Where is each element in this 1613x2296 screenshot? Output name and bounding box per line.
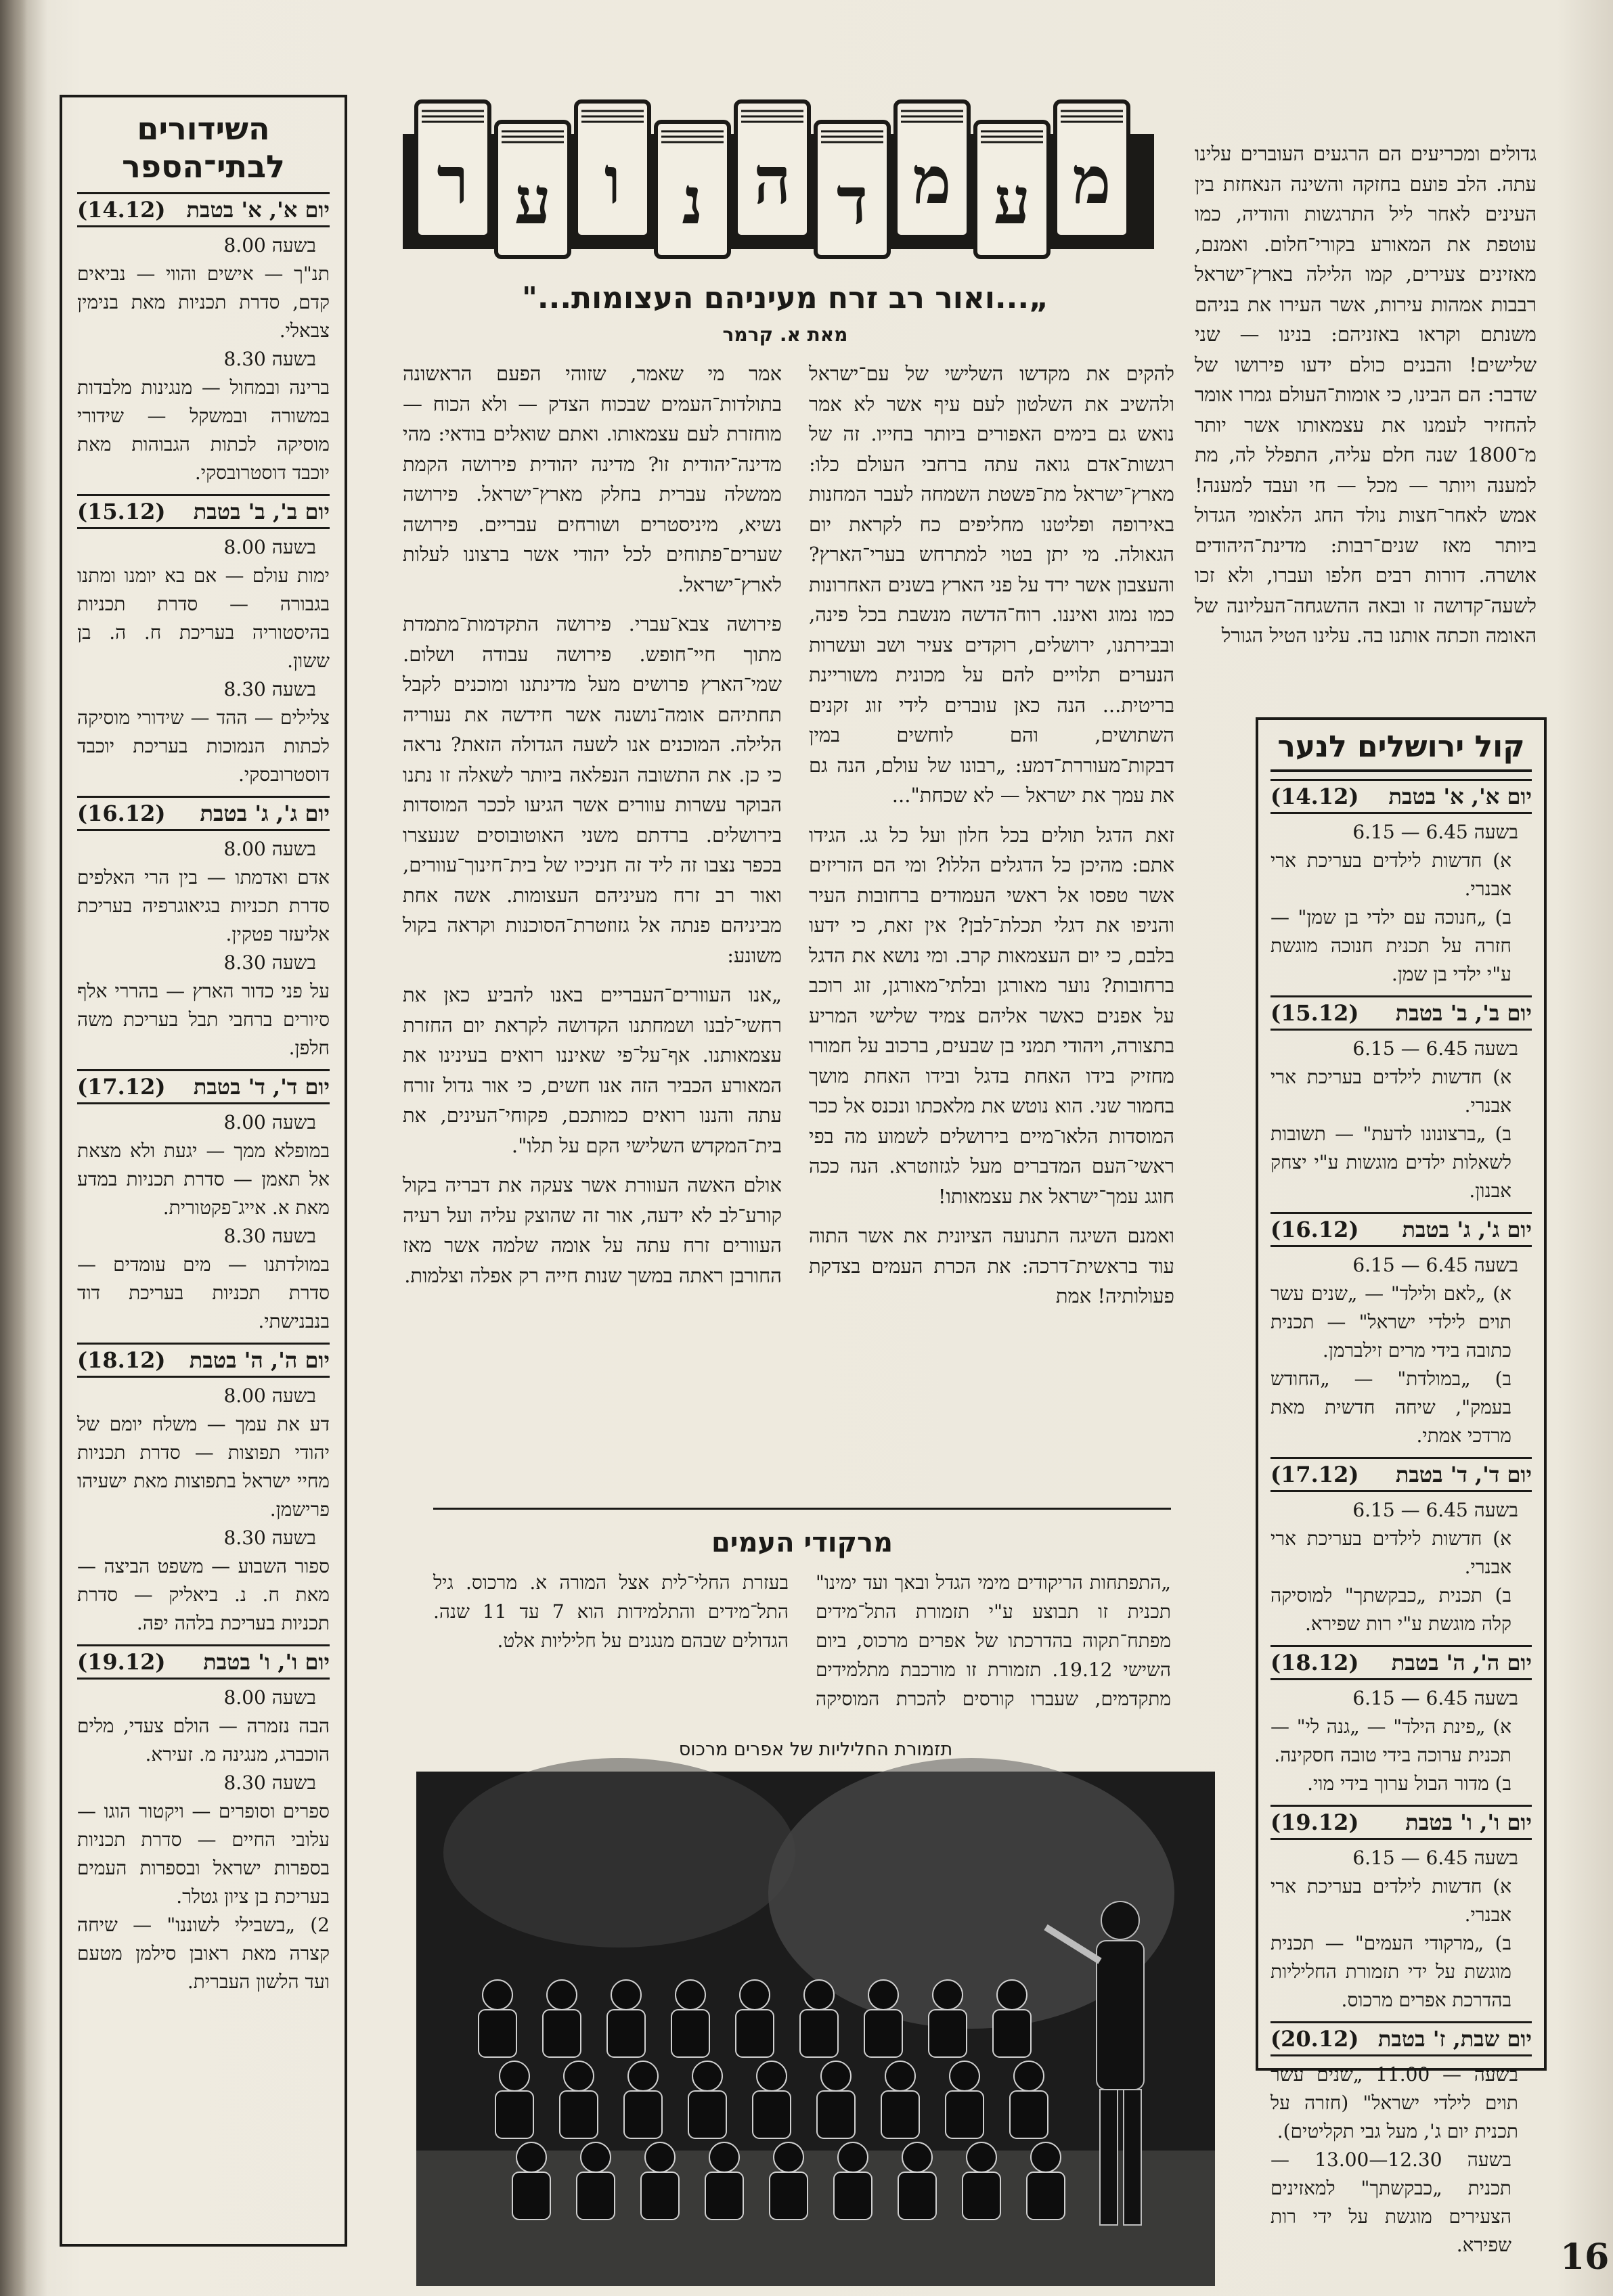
broadcast-item: א) חדשות לילדים בעריכת ארי אבנרי. (1270, 1875, 1511, 1926)
dance-text: „התפתחות הריקודים מימי הגדל ובאך ועד ימינו" תכנית זו תבוצע ע"י תזמורת התל־מידים מפתח־תקוה בהדרכתו של אפרים מרכוס, ביום השישי 19.12. תזמורת זו מורכבת מתלמידים מתקדמים, שעברו קורסים להכרת המוסיקה בעזרת החלי־לית אצל המורה א. מרכוס. גיל התל־מידים והתלמידות הוא 7 עד 11 שנה. הגדולים שבהם מנגנים על חליליות אלט. (433, 1571, 1171, 1710)
banner-book-block (576, 102, 649, 237)
youth-day-heading (1270, 1805, 1532, 1840)
broadcast-hour: בשעה 8.00 (223, 838, 316, 860)
child-figure (736, 2010, 774, 2057)
broadcast-hour: בשעה 8.30 (223, 1527, 316, 1549)
banner-book-block (416, 102, 489, 237)
day-date: (20.12) (1270, 2026, 1359, 2052)
broadcast-hour: בשעה 8.30 (223, 678, 316, 700)
broadcast-hour: בשעה 8.00 (223, 1111, 316, 1133)
child-figure (821, 2061, 851, 2091)
banner-letter: ר (437, 142, 469, 219)
child-figure (774, 2142, 803, 2172)
banner-books (416, 102, 1128, 257)
day-date: (14.12) (77, 197, 166, 223)
banner-book-block (975, 122, 1048, 257)
broadcast-hour: בשעה 6.45 — 6.15 (1352, 1847, 1518, 1869)
broadcast-hour: בשעה 6.45 — 6.15 (1352, 1499, 1518, 1521)
child-figure (512, 2172, 550, 2220)
child-figure (902, 2142, 932, 2172)
child-figure (950, 2061, 979, 2091)
child-figure (560, 2091, 598, 2138)
youth-day-heading (1270, 1457, 1532, 1492)
article-byline: מאת א. קרמר (722, 323, 848, 346)
column-banner (403, 95, 1154, 271)
broadcast-hour: בשעה 6.45 — 6.15 (1352, 1254, 1518, 1276)
child-figure (1031, 2142, 1061, 2172)
child-figure (607, 2010, 645, 2057)
youth-box-title: קול ירושלים לנער (1270, 729, 1532, 772)
child-figure (709, 2142, 739, 2172)
article-title: „...ואור רב זרח מעיניהם העצומות..." (521, 281, 1048, 315)
child-figure (688, 2091, 726, 2138)
dance-section (433, 1508, 1171, 1737)
child-figure (800, 2010, 838, 2057)
day-label: יום ד', ד' בטבת (193, 1074, 330, 1100)
day-label: יום ב', ב' בטבת (193, 499, 330, 524)
child-figure (804, 1980, 834, 2010)
day-label: יום שבת, ז' בטבת (1377, 2026, 1532, 2052)
binding-edge (0, 0, 27, 2296)
broadcast-hour: בשעה 8.30 (223, 1772, 316, 1794)
day-date: (17.12) (1270, 1462, 1359, 1487)
article-paragraph: פירושה צבא־עברי. פירושה התקדמות־מתמדת מתוך חיי־חופש. פירושה עבודה ושלום. שמי־הארץ פרושים מעל מדינתנו ומוכנים לקבל תחתיהם אומה־נושנה אשר חידשה את נעוריה הלילה. המוכנים אנו לשעה הגדולה הזאת? נראה כי כן. את התשובה הנפלאה ביותר לשאלה זו נתנו הבוקר עשרות עוורים אשר הגיעו לככר המוסדות בירושלים. ברדתם משני האוטובוסים שנעצרו בכפר נצבו זה ליד זה חניכיו של בית־חינוך־עוורים, ואור רב זרח מעיניהם העצומות. אשה אחת מביניהם פנתה אל גזוזטרת־הסוכנות וקראה בקול משונע: (403, 612, 782, 967)
broadcast-description: דע את עמך — משלח יומם של יהודי תפוצות — סדרת תכניות מחיי ישראל בתפוצות מאת ישעיהו פרישמן. (77, 1413, 330, 1521)
broadcast-description: על פני כדור הארץ — בהררי אלף סיורים ברחבי תבל בעריכת משה חלפן. (77, 980, 330, 1059)
article-paragraph: להקים את מקדשו השלישי של עם־ישראל ולהשיב את השלטון לעם עיף אשר לא אמר נואש גם בימים האפורים ביותר בחייו. זה של רגשות־אדם גואה עתה ברחבי העולם כלו: מארץ־ישראל מת־פשטת השמחה לעבר המחנות באירופה ופליטנו מחליפים כח לקראת יום הגאולה. מי יתן בטוי למתרחש בערי־הארץ? והעצבון אשר ירד על פני הארץ בשנים האחרונות כמו נמוג ואיננו. רוח־הדשה מנשבת בכל פינה, ובבירתנו, ירושלים, רוקדים צעיר ושב ועשרות הנערים תלויים להם על מכונית משוריינת בריטית... הנה כאן עוברים לידי זוג זקנים השתושים, והם לוחשים במין דבקות־מעוררת־דמע: „רבונו של עולם, הנה גם את עמך את ישראל — לא שכחת"... (809, 362, 1174, 807)
photo-caption: תזמורת החליליות של אפרים מרכוס (678, 1739, 953, 1760)
child-figure (864, 2010, 902, 2057)
broadcast-hour: בשעה 6.45 — 6.15 (1352, 821, 1518, 843)
child-figure (946, 2091, 984, 2138)
child-figure (885, 2061, 915, 2091)
youth-radio-box (1256, 717, 1547, 2256)
child-figure (624, 2091, 662, 2138)
broadcast-item: ב) מדור הבול ערוך בידי מוי. (1307, 1772, 1511, 1795)
banner-book-block (896, 102, 969, 237)
child-figure (834, 2172, 872, 2220)
article-paragraph: אמר מי שאמר, שזוהי הפעם הראשונה בתולדות־העמים שבכוח הצדק — ולא הכוח — מוחזרת לעם עצמאותו. ואתם שואלים בודאי: מהי מדינה־יהודית זו? מדינה יהודית פירושה הקמת ממשלה עברית בחלק מארץ־ישראל. פירושה נשיא, מיניסטרים ושורחים עבריים. פירושה שערים־פתוחים לכל יהודי אשר ברצונו לעלות לארץ־ישראל. (403, 362, 782, 596)
child-figure (705, 2172, 743, 2220)
banner-letter: ע (993, 162, 1031, 239)
broadcast-description: תנ"ך — אישים והווי — נביאים קדם, סדרת תכניות מאת בנימין צבאלי. (77, 263, 330, 342)
day-label: יום ד', ד' בטבת (1395, 1462, 1532, 1487)
day-label: יום א', א' בטבת (186, 197, 330, 223)
school-days-list (77, 192, 330, 1996)
child-figure (817, 2091, 855, 2138)
school-broadcasts-box (60, 95, 347, 2247)
child-figure (997, 1980, 1027, 2010)
broadcast-description: במופלא ממך — יגעת ולא מצאת אל תאמן — סדרת תכניות במדע מאת א. אייג־פקטורית. (77, 1140, 330, 1219)
child-figure (611, 1980, 641, 2010)
broadcast-hour: בשעה — 11.00 „שנים עשר תוים לילדי ישראל" (חזרה על תכנית יום ג', מעל גבי תקליטים). (1270, 2063, 1518, 2142)
broadcast-item: א) חדשות לילדים בעריכת ארי אבנרי. (1270, 1527, 1511, 1578)
day-label: יום ג', ג' בטבת (200, 801, 330, 826)
banner-letter: ו (604, 142, 621, 219)
child-figure (500, 2061, 529, 2091)
article-paragraph: אולם האשה העוורת אשר צעקה את דבריה בקול קורע־לב לא ידעה, אור זה שהוצק עליה ועל רעיה העוורים זרח עתה על אומה שלמה אשר מאז החורבן ראתה במשך שנות חייה רק אפלה וצלמות. (403, 1173, 782, 1287)
child-figure (881, 2091, 919, 2138)
day-date: (17.12) (77, 1074, 166, 1100)
banner-letter: ע (514, 162, 552, 239)
day-date: (18.12) (77, 1347, 166, 1373)
broadcast-item: ב) „חנוכה עם ילדי בן שמן" — חזרה על תכנית חנוכה מוגשת ע"י ילדי בן שמן. (1270, 906, 1511, 985)
youth-day-heading (1270, 2021, 1532, 2056)
broadcast-hour: בשעה 8.30 (223, 951, 316, 974)
banner-letter: ד (836, 162, 868, 239)
day-label: יום א', א' בטבת (1388, 784, 1532, 809)
day-date: (14.12) (1270, 784, 1359, 809)
broadcast-hour: בשעה 8.00 (223, 1686, 316, 1709)
broadcast-item: ב) „ברצונונו לדעת" — תשובות לשאלות ילדים מוגשות ע"י יצחק אבנון. (1270, 1123, 1511, 1202)
day-date: (19.12) (1270, 1809, 1359, 1835)
day-label: יום ו', ו' בטבת (1405, 1809, 1532, 1835)
article-column-middle (809, 359, 1174, 1502)
child-figure (1014, 2061, 1044, 2091)
broadcast-hour: בשעה 8.00 (223, 536, 316, 558)
child-figure (479, 2010, 516, 2057)
day-date: (18.12) (1270, 1650, 1359, 1675)
child-figure (868, 1980, 898, 2010)
youth-day-heading (1270, 995, 1532, 1031)
broadcast-description: במולדתנו — מים עומדים — סדרת תכניות בעריכת דוד בנבנישתי. (77, 1253, 330, 1332)
school-box-title (77, 110, 330, 185)
child-figure (676, 1980, 705, 2010)
youth-days-list (1270, 779, 1532, 2259)
child-figure (645, 2142, 675, 2172)
child-figure (483, 1980, 512, 2010)
day-date: (15.12) (1270, 1000, 1359, 1026)
child-figure (516, 2142, 546, 2172)
day-label: יום ג', ג' בטבת (1402, 1217, 1532, 1242)
broadcast-item: א) „פינת הילד" — „גנה לי" — תכנית ערוכה בידי טובה חסקינה. (1270, 1715, 1511, 1766)
broadcast-hour: בשעה 8.00 (223, 1385, 316, 1407)
broadcast-description: אדם ואדמתו — בין הרי האלפים סדרת תכניות בגיאוגרפיה בעריכת אליעזר פטקין. (77, 866, 330, 945)
child-figure (1010, 2091, 1048, 2138)
broadcast-item: א) חדשות לילדים בעריכת ארי אבנרי. (1270, 1066, 1511, 1117)
broadcast-item: בשעה 12.30—13.00 — תכנית „כבקשתך" למאזינים הצעירים מוגשת על ידי רות שפירא. (1270, 2148, 1512, 2256)
school-day-heading (77, 192, 330, 227)
broadcast-description: צלילים — ההד — שידורי מוסיקה לכתות הנמוכות בעריכת יוכבד דוסטרובסקי. (77, 706, 330, 786)
article-paragraph: גדולים ומכריעים הם הרגעים העוברים עלינו עתה. הלב פועם בחזקה והשינה הנאחזת בין העינים לאחר ליל התרגשות והודיה, כמו עוטפת את המאורע בקורי־חלום. ואמנם, מאזינים צעירים, קמו הלילה בארץ־ישראל רבבות אמהות עירות, אשר העירו את בניהם משנתם וקראו באזניהם: בנינו — שני שלישים! והבנים כולם ידעו פירושו של שדבר: הם הבינו, כי אומות־העולם גמרו אומר להחזיר לעמנו את עצמאותו אשר יותר מ־1800 שנה חלם עליה, התפלל לה, מת למענה ויותר — מכל — חי ועבד למענה! אמש לאחר־חצות נולד החג הלאומי הגדול ביותר מאז שנים־רבות: מדינת־היהודים אושרה. דורות רבים חלפו ועברו, ולא זכו לשעה־קדושה זו ובאה ההשגחה־העליונה של האומה וזכתה אותנו בה. עלינו הטיל הגורל (1195, 142, 1537, 647)
child-figure (628, 2061, 658, 2091)
broadcast-description: הבה נזמרה — הולם צעדי, מלים הוכברג, מנגינה מ. זעירא. (77, 1715, 330, 1765)
school-day-heading (77, 796, 330, 831)
broadcast-hour: בשעה 8.00 (223, 234, 316, 256)
broadcast-item: א) חדשות לילדים בעריכת ארי אבנרי. (1270, 849, 1511, 900)
banner-letter: מ (1072, 142, 1111, 219)
broadcast-hour: בשעה 6.45 — 6.15 (1352, 1687, 1518, 1709)
child-figure (933, 1980, 963, 2010)
youth-day-heading (1270, 779, 1532, 814)
broadcast-description: ספור השבוע — משפט הביצה — מאת ח. נ. ביאליק — סדרת תכניות בעריכת בלהה יפה. (77, 1555, 330, 1634)
day-label: יום ב', ב' בטבת (1395, 1000, 1532, 1026)
page-number: 16 (1560, 2236, 1610, 2278)
youth-day-heading (1270, 1645, 1532, 1680)
child-figure (671, 2010, 709, 2057)
youth-day-heading (1270, 1212, 1532, 1247)
banner-book-block (736, 102, 809, 237)
banner-book-block (496, 122, 569, 257)
child-figure (838, 2142, 868, 2172)
broadcast-description: ימות עולם — אם בא יומנו ומתנו בגבורה — סדרת תכניות בהיסטוריה בעריכת ח. ה. בן ששון. (77, 564, 330, 672)
school-day-heading (77, 1644, 330, 1680)
school-day-heading (77, 1069, 330, 1104)
dance-title: מרקודי העמים (711, 1527, 893, 1558)
broadcast-item: א) „לאם ולילד" — „שנים עשר תוים לילדי ישראל" — תכנית כתובה בידי מרים זילברמן. (1270, 1282, 1511, 1361)
article-paragraph: „אנו העוורים־העבריים באנו להביע כאן את רחשי־לבנו ושמחתנו הקדושה לקראת יום החזרת עצמאותנו. אף־על־פי שאיננו רואים בעינינו את המאורע הכביר הזה אנו חשים, כי אור גדול זורח עתה והננו רואים כמותכם, פקוחי־העינים, את בית־המקדש השלישי הקם על תלו". (403, 983, 782, 1157)
day-label: יום ה', ה' בטבת (189, 1347, 330, 1373)
child-figure (581, 2142, 611, 2172)
child-figure (753, 2091, 791, 2138)
article-column-left (403, 359, 782, 1502)
broadcast-description: ספרים וסופרים — ויקטור הוגו — עלובי החיים — סדרת תכניות בספרות ישראל ובספרות העמים בעריכת בן ציון גטלר. (77, 1800, 330, 1908)
broadcast-item: ב) תכנית „כבקשתך" למוסיקה קלה מוגשת ע"י רות שפירא. (1270, 1584, 1511, 1635)
broadcast-hour: בשעה 6.45 — 6.15 (1352, 1037, 1518, 1060)
broadcast-item: ב) „במולדת" — „החודש בעמק", שיחה חדשית מאת מרדכי אמתי. (1270, 1368, 1511, 1447)
day-date: (15.12) (77, 499, 166, 524)
school-day-heading (77, 494, 330, 529)
broadcast-description: ברינה ובמחול — מנגינות מלבדות במשורה ובמשקל — שידורי מוסיקה לכתות הגבוהות מאת יוכבד דוסטרובסקי. (77, 376, 330, 484)
article-paragraph: ואמנם השיגה התנועה הציונית את אשר התוה עוד בראשית־דרכה: את הכרת העמים בצדקת פעולותיה! אמת (809, 1224, 1174, 1307)
child-figure (641, 2172, 679, 2220)
banner-book-block (1055, 102, 1128, 237)
orchestra-photo-drawing (416, 1772, 1215, 2286)
article-paragraph: זאת הדגל תולים בכל חלון ועל כל גג. הגידו אתם: מהיכן כל הדגלים הללו? ומי הם הזריזים אשר טפסו אל ראשי העמודים ברחובות העיר והניפו את דגלי תכלת־לבן? אין זאת, כי ידעו בלבם, כי יום העצמאות קרב. ומי נושא את הדגל ברחובות? נוער מאורגן ובלתי־מאורגן, זוג רוכב על אפנים כאשר אליהם צמיד שלישי המריע בתצורה, ויהודי תמני בן שבעים, ברכוב על חמורו מחזיק בידו האחת בדגל ובידו האחת מושך בחמור שני. הוא נוטש את מלאכתו ונכנס אל ככר המוסדות הלאו־מיים בירושלים לשמוע מה בפי ראשי־העם המדברים מעל לגזוזטרא. הנה ככה חוגג עמך־ישראל את עצמאותו! (809, 823, 1174, 1208)
child-figure (929, 2010, 967, 2057)
child-figure (577, 2172, 615, 2220)
child-figure (547, 1980, 577, 2010)
child-figure (1027, 2172, 1065, 2220)
broadcast-hour: בשעה 8.30 (223, 348, 316, 370)
child-figure (770, 2172, 808, 2220)
broadcast-item: ב) „מרקודי העמים" — תכנית מוגשת על ידי תזמורת החליליות בהדרכת אפרים מרכוס. (1270, 1932, 1511, 2011)
day-date: (19.12) (77, 1649, 166, 1675)
broadcast-hour: בשעה 8.30 (223, 1225, 316, 1247)
banner-letter: מ (912, 142, 952, 219)
article-column-right-top (1195, 139, 1537, 707)
child-figure (564, 2061, 594, 2091)
child-figure (495, 2091, 533, 2138)
banner-book-block (656, 122, 729, 257)
child-figure (967, 2142, 996, 2172)
day-label: יום ו', ו' בטבת (203, 1649, 330, 1675)
banner-letter: נ (682, 162, 703, 239)
child-figure (757, 2061, 787, 2091)
child-figure (740, 1980, 770, 2010)
day-date: (16.12) (77, 801, 166, 826)
day-date: (16.12) (1270, 1217, 1359, 1242)
child-figure (692, 2061, 722, 2091)
child-figure (993, 2010, 1031, 2057)
school-title-line2: לבתי־הספר (122, 148, 285, 185)
banner-letter: ה (753, 142, 791, 219)
banner-book-block (816, 122, 889, 257)
school-day-heading (77, 1343, 330, 1378)
child-figure (963, 2172, 1000, 2220)
child-figure (898, 2172, 936, 2220)
day-label: יום ה', ה' בטבת (1391, 1650, 1532, 1675)
orchestra-photo (416, 1772, 1215, 2286)
broadcast-description: 2) „בשבילי לשוננו" — שיחה קצרה מאת ראובן סילמן מטעם ועד הלשון העברית. (77, 1914, 330, 1993)
child-figure (543, 2010, 581, 2057)
school-title-line1: השידורים (137, 110, 270, 147)
